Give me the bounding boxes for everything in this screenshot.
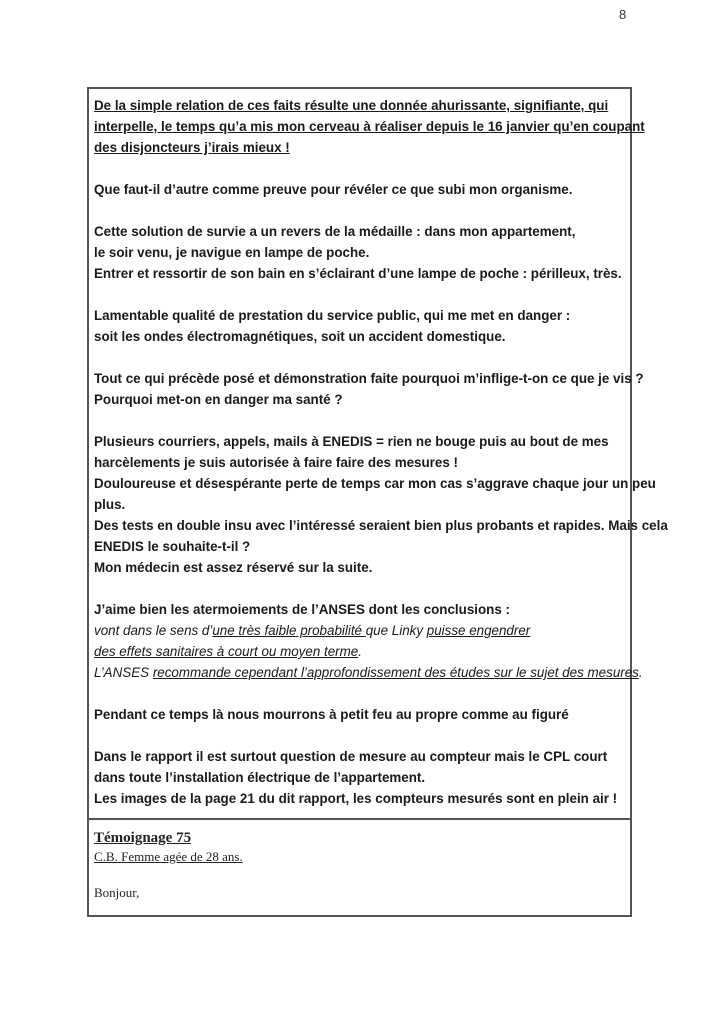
text-line: Pendant ce temps là nous mourrons à petit feu au propre comme au figuré <box>94 707 569 722</box>
paragraph-striking-fact <box>94 95 645 158</box>
quote-underlined: recommande cependant l’approfondissement des études sur le sujet des mesures <box>152 665 639 680</box>
text-line: De la simple relation de ces faits résulte une donnée ahurissante, signifiante, qui <box>94 98 609 113</box>
text-line: Plusieurs courriers, appels, mails à ENEDIS = rien ne bouge puis au bout de mes <box>94 434 609 449</box>
testimony-greeting: Bonjour, <box>94 885 140 900</box>
testimony-author: C.B. Femme agée de 28 ans. <box>94 849 243 864</box>
quote-text: . <box>638 665 643 680</box>
next-testimony-cell <box>89 820 630 915</box>
text-line: Les images de la page 21 du dit rapport, les compteurs mesurés sont en plein air ! <box>94 791 618 806</box>
testimony-table <box>87 87 668 917</box>
paragraph-enedis <box>94 431 668 578</box>
text-line: dans toute l’installation électrique de l’appartement. <box>94 770 426 785</box>
quote-text: L’ANSES <box>94 665 153 680</box>
text-line: le soir venu, je navigue en lampe de poche. <box>94 245 370 260</box>
paragraph-questions <box>94 368 644 410</box>
text-line: J’aime bien les atermoiements de l’ANSES dont les conclusions : <box>94 602 510 617</box>
text-line: Douloureuse et désespérante perte de temps car mon cas s’aggrave chaque jour un peu <box>94 476 656 491</box>
text-line: des disjoncteurs j’irais mieux ! <box>94 140 290 155</box>
paragraph-survival <box>94 221 630 284</box>
text-line: Dans le rapport il est surtout question de mesure au compteur mais le CPL court <box>94 749 608 764</box>
text-line: Des tests en double insu avec l’intéressé seraient bien plus probants et rapides. Mais cela <box>94 518 668 533</box>
text-line: plus. <box>94 497 126 512</box>
text-line: harcèlements je suis autorisée à faire faire des mesures ! <box>94 455 458 470</box>
text-line: ENEDIS le souhaite-t-il ? <box>94 539 251 554</box>
paragraph-public-service <box>94 305 630 347</box>
paragraph-meanwhile <box>94 704 630 725</box>
paragraph-proof <box>94 179 630 200</box>
text-line: Lamentable qualité de prestation du service public, qui me met en danger : <box>94 308 571 323</box>
paragraph-anses <box>94 599 643 683</box>
text-line: Cette solution de survie a un revers de la médaille : dans mon appartement, <box>94 224 576 239</box>
quote-line <box>94 662 643 683</box>
text-line: Mon médecin est assez réservé sur la suite. <box>94 560 373 575</box>
quote-line <box>94 620 630 641</box>
quote-text: vont dans le sens d’ <box>94 623 213 638</box>
text-line: Que faut-il d’autre comme preuve pour révéler ce que subi mon organisme. <box>94 182 573 197</box>
quote-line <box>94 641 630 662</box>
page-number: 8 <box>619 7 627 22</box>
text-line: soit les ondes électromagnétiques, soit un accident domestique. <box>94 329 506 344</box>
quote-underlined: une très faible probabilité <box>212 623 366 638</box>
text-line: Entrer et ressortir de son bain en s’éclairant d’une lampe de poche : périlleux, très. <box>94 266 622 281</box>
quote-underlined: puisse engendrer <box>426 623 531 638</box>
text-line: interpelle, le temps qu’a mis mon cerveau à réaliser depuis le 16 janvier qu’en coupant <box>94 119 645 134</box>
quote-underlined: des effets sanitaires à court ou moyen terme <box>94 644 359 659</box>
testimony-heading: Témoignage 75 <box>94 830 192 846</box>
text-line: Tout ce qui précède posé et démonstration faite pourquoi m’inflige-t-on ce que je vis ? <box>94 371 644 386</box>
quote-text: . <box>358 644 362 659</box>
paragraph-report <box>94 746 630 809</box>
testimony-text-cell <box>89 89 668 820</box>
text-line: Pourquoi met-on en danger ma santé ? <box>94 392 343 407</box>
quote-text: que Linky <box>365 623 427 638</box>
